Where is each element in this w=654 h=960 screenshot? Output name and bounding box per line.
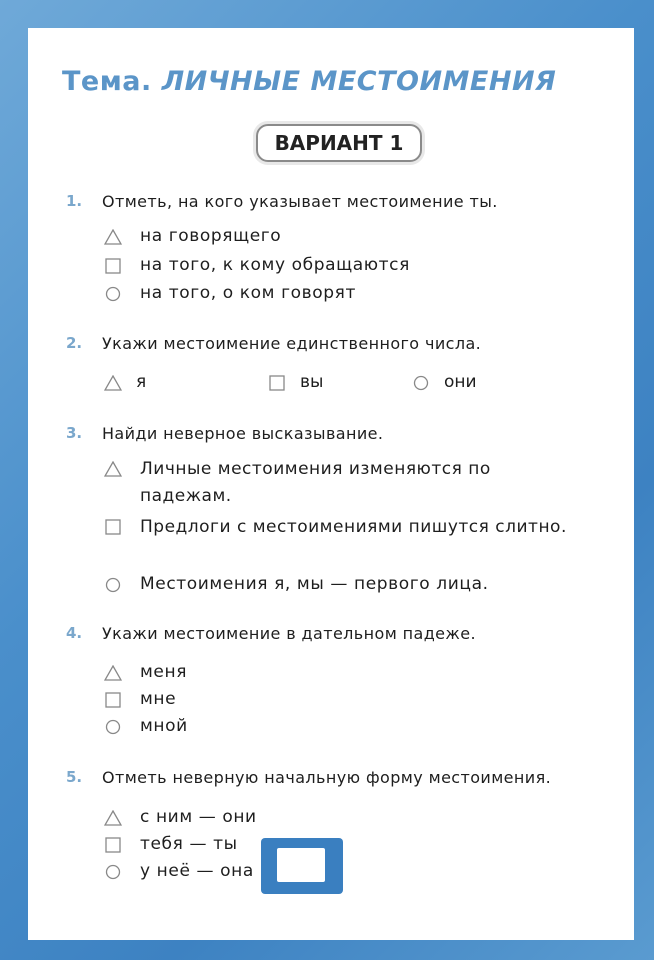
square-icon[interactable] (104, 837, 122, 853)
topic-title: ЛИЧНЫЕ МЕСТОИМЕНИЯ (161, 66, 557, 97)
option-label: Местоимения я, мы — первого лица. (140, 574, 489, 594)
square-icon[interactable] (104, 692, 122, 708)
triangle-icon[interactable] (104, 229, 122, 245)
variant-badge: ВАРИАНТ 1 (256, 124, 422, 162)
option-label: меня (140, 662, 188, 682)
option-label: с ним — они (140, 807, 257, 827)
triangle-icon[interactable] (104, 461, 122, 477)
question-text: Укажи местоимение единственного числа. (102, 334, 482, 353)
option-label: на говорящего (140, 226, 282, 246)
circle-icon[interactable] (104, 864, 122, 880)
triangle-icon[interactable] (104, 375, 122, 391)
triangle-icon[interactable] (104, 810, 122, 826)
circle-icon[interactable] (104, 577, 122, 593)
option-label: они (444, 372, 477, 392)
option-label: я (136, 372, 147, 392)
question-number: 3. (66, 424, 83, 442)
question-text: Укажи местоимение в дательном падеже. (102, 624, 476, 643)
question-number: 2. (66, 334, 83, 352)
option-label: тебя — ты (140, 834, 238, 854)
question-text: Найди неверное высказывание. (102, 424, 384, 443)
question-text: Отметь, на кого указывает местоимение ты. (102, 192, 498, 211)
option-label: мной (140, 716, 188, 736)
option-label: вы (300, 372, 324, 392)
circle-icon[interactable] (104, 286, 122, 302)
topic-heading (62, 66, 556, 97)
question-number: 5. (66, 768, 83, 786)
question-number: 4. (66, 624, 83, 642)
circle-icon[interactable] (412, 375, 430, 391)
topic-prefix: Тема. (62, 66, 152, 97)
square-icon[interactable] (104, 519, 122, 535)
circle-icon[interactable] (104, 719, 122, 735)
option-label: мне (140, 689, 177, 709)
option-label: на того, о ком говорят (140, 283, 356, 303)
triangle-icon[interactable] (104, 665, 122, 681)
square-icon[interactable] (104, 258, 122, 274)
question-text: Отметь неверную начальную форму местоимения. (102, 768, 552, 787)
option-label: у неё — она (140, 861, 254, 881)
page-number-box (277, 848, 325, 882)
option-label: на того, к кому обращаются (140, 255, 410, 275)
option-label: Личные местоимения изменяются по падежам. (140, 459, 491, 506)
page-number-tab (261, 838, 343, 894)
square-icon[interactable] (268, 375, 286, 391)
option-label: Предлоги с местоимениями пишутся слитно. (140, 517, 567, 537)
worksheet-page (28, 28, 634, 940)
question-number: 1. (66, 192, 83, 210)
